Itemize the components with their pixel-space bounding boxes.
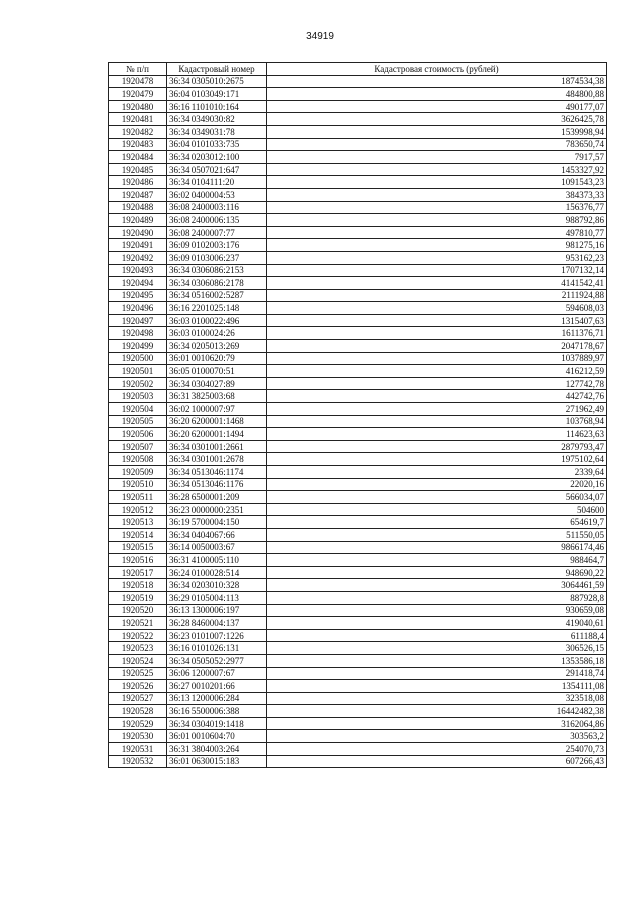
cadastral-value-cell: 2339,64 (267, 466, 607, 479)
row-number-cell: 1920506 (109, 428, 167, 441)
table-row (109, 289, 607, 302)
cadastral-number-cell: 36:06 1200007:67 (167, 667, 267, 680)
cadastral-number-cell: 36:23 0000000:2351 (167, 503, 267, 516)
cadastral-number-cell: 36:34 0306086:2153 (167, 264, 267, 277)
cadastral-number-cell: 36:34 0205013:269 (167, 340, 267, 353)
cadastral-number-cell: 36:01 0010604:70 (167, 730, 267, 743)
row-number-cell: 1920513 (109, 516, 167, 529)
row-number-cell: 1920500 (109, 352, 167, 365)
table-row (109, 365, 607, 378)
table-row (109, 390, 607, 403)
cadastral-value-cell: 127742,78 (267, 377, 607, 390)
cadastral-value-cell: 2879793,47 (267, 440, 607, 453)
table-row (109, 251, 607, 264)
cadastral-value-cell: 611188,4 (267, 629, 607, 642)
cadastral-value-cell: 4141542,41 (267, 277, 607, 290)
row-number-cell: 1920530 (109, 730, 167, 743)
row-number-cell: 1920510 (109, 478, 167, 491)
cadastral-value-cell: 2111924,88 (267, 289, 607, 302)
cadastral-number-cell: 36:34 0513046:1174 (167, 466, 267, 479)
row-number-cell: 1920507 (109, 440, 167, 453)
table-row (109, 528, 607, 541)
cadastral-value-cell: 948690,22 (267, 566, 607, 579)
row-number-cell: 1920483 (109, 138, 167, 151)
table-row (109, 491, 607, 504)
cadastral-number-cell: 36:16 0101026:131 (167, 642, 267, 655)
row-number-cell: 1920522 (109, 629, 167, 642)
row-number-cell: 1920520 (109, 604, 167, 617)
cadastral-number-cell: 36:34 0349031:78 (167, 125, 267, 138)
row-number-cell: 1920485 (109, 163, 167, 176)
table-row (109, 428, 607, 441)
table-row (109, 151, 607, 164)
table-row (109, 692, 607, 705)
row-number-cell: 1920521 (109, 617, 167, 630)
row-number-cell: 1920497 (109, 314, 167, 327)
table-row (109, 226, 607, 239)
table-row (109, 478, 607, 491)
cadastral-number-cell: 36:31 4100005:110 (167, 554, 267, 567)
cadastral-number-cell: 36:03 0100024:26 (167, 327, 267, 340)
row-number-cell: 1920511 (109, 491, 167, 504)
cadastral-value-cell: 323518,08 (267, 692, 607, 705)
table-header-row (109, 63, 607, 76)
table-row (109, 743, 607, 756)
cadastral-value-cell: 511550,05 (267, 528, 607, 541)
cadastral-number-cell: 36:28 6500001:209 (167, 491, 267, 504)
cadastral-number-cell: 36:31 3825003:68 (167, 390, 267, 403)
table-row (109, 415, 607, 428)
table-row (109, 163, 607, 176)
table-row (109, 176, 607, 189)
row-number-cell: 1920479 (109, 88, 167, 101)
row-number-cell: 1920501 (109, 365, 167, 378)
table-row (109, 239, 607, 252)
row-number-cell: 1920492 (109, 251, 167, 264)
cadastral-number-cell: 36:34 0404067:66 (167, 528, 267, 541)
cadastral-number-cell: 36:01 0010620:79 (167, 352, 267, 365)
cadastral-number-cell: 36:09 0103006:237 (167, 251, 267, 264)
table-row (109, 377, 607, 390)
table-row (109, 654, 607, 667)
row-number-cell: 1920531 (109, 743, 167, 756)
table-row (109, 503, 607, 516)
cadastral-value-cell: 306526,15 (267, 642, 607, 655)
cadastral-number-cell: 36:08 2400007:77 (167, 226, 267, 239)
row-number-cell: 1920503 (109, 390, 167, 403)
table-row (109, 125, 607, 138)
row-number-cell: 1920486 (109, 176, 167, 189)
row-number-cell: 1920525 (109, 667, 167, 680)
cadastral-value-cell: 9866174,46 (267, 541, 607, 554)
row-number-cell: 1920484 (109, 151, 167, 164)
cadastral-number-cell: 36:34 0306086:2178 (167, 277, 267, 290)
cadastral-value-cell: 1975102,64 (267, 453, 607, 466)
cadastral-number-cell: 36:31 3804003:264 (167, 743, 267, 756)
cadastral-number-cell: 36:05 0100070:51 (167, 365, 267, 378)
cadastral-value-cell: 887928,8 (267, 591, 607, 604)
table-row (109, 730, 607, 743)
row-number-cell: 1920528 (109, 705, 167, 718)
cadastral-number-cell: 36:34 0203010:328 (167, 579, 267, 592)
cadastral-number-cell: 36:24 0100028:514 (167, 566, 267, 579)
table-row (109, 138, 607, 151)
table-row (109, 705, 607, 718)
cadastral-value-cell: 490177,07 (267, 100, 607, 113)
cadastral-number-cell: 36:23 0101007:1226 (167, 629, 267, 642)
cadastral-value-cell: 22020,16 (267, 478, 607, 491)
cadastral-value-cell: 1611376,71 (267, 327, 607, 340)
table-row (109, 680, 607, 693)
cadastral-value-cell: 114623,63 (267, 428, 607, 441)
cadastral-value-cell: 504600 (267, 503, 607, 516)
cadastral-value-cell: 419040,61 (267, 617, 607, 630)
row-number-cell: 1920499 (109, 340, 167, 353)
row-number-cell: 1920524 (109, 654, 167, 667)
cadastral-value-cell: 988792,86 (267, 214, 607, 227)
header-row-number: № п/п (109, 63, 167, 76)
table-row (109, 541, 607, 554)
table-row (109, 403, 607, 416)
cadastral-number-cell: 36:34 0301001:2661 (167, 440, 267, 453)
cadastral-value-cell: 1037889,97 (267, 352, 607, 365)
cadastral-value-cell: 1354111,08 (267, 680, 607, 693)
cadastral-value-cell: 416212,59 (267, 365, 607, 378)
table-row (109, 88, 607, 101)
row-number-cell: 1920508 (109, 453, 167, 466)
row-number-cell: 1920529 (109, 717, 167, 730)
cadastral-value-cell: 1091543,23 (267, 176, 607, 189)
cadastral-number-cell: 36:34 0507021:647 (167, 163, 267, 176)
row-number-cell: 1920514 (109, 528, 167, 541)
table-row (109, 755, 607, 768)
cadastral-value-table (108, 62, 607, 768)
cadastral-value-cell: 7917,57 (267, 151, 607, 164)
cadastral-value-cell: 2047178,67 (267, 340, 607, 353)
cadastral-value-cell: 930659,08 (267, 604, 607, 617)
cadastral-value-cell: 1874534,38 (267, 75, 607, 88)
cadastral-value-cell: 3162064,86 (267, 717, 607, 730)
cadastral-value-cell: 3626425,78 (267, 113, 607, 126)
cadastral-value-cell: 981275,16 (267, 239, 607, 252)
row-number-cell: 1920491 (109, 239, 167, 252)
row-number-cell: 1920505 (109, 415, 167, 428)
cadastral-number-cell: 36:09 0102003:176 (167, 239, 267, 252)
table-row (109, 617, 607, 630)
header-cadastral-number: Кадастровый номер (167, 63, 267, 76)
cadastral-value-cell: 484800,88 (267, 88, 607, 101)
cadastral-number-cell: 36:34 0349030:82 (167, 113, 267, 126)
row-number-cell: 1920509 (109, 466, 167, 479)
cadastral-value-cell: 384373,33 (267, 188, 607, 201)
row-number-cell: 1920495 (109, 289, 167, 302)
row-number-cell: 1920516 (109, 554, 167, 567)
row-number-cell: 1920523 (109, 642, 167, 655)
cadastral-number-cell: 36:34 0104111:20 (167, 176, 267, 189)
cadastral-number-cell: 36:03 0100022:496 (167, 314, 267, 327)
table-row (109, 591, 607, 604)
cadastral-value-cell: 497810,77 (267, 226, 607, 239)
table-row (109, 579, 607, 592)
cadastral-value-cell: 3064461,59 (267, 579, 607, 592)
row-number-cell: 1920493 (109, 264, 167, 277)
header-cadastral-value: Кадастровая стоимость (рублей) (267, 63, 607, 76)
row-number-cell: 1920490 (109, 226, 167, 239)
cadastral-value-cell: 953162,23 (267, 251, 607, 264)
table-body (109, 75, 607, 768)
table-row (109, 214, 607, 227)
cadastral-value-cell: 783650,74 (267, 138, 607, 151)
row-number-cell: 1920482 (109, 125, 167, 138)
cadastral-number-cell: 36:20 6200001:1468 (167, 415, 267, 428)
table-row (109, 642, 607, 655)
row-number-cell: 1920517 (109, 566, 167, 579)
row-number-cell: 1920481 (109, 113, 167, 126)
table-row (109, 302, 607, 315)
cadastral-value-cell: 607266,43 (267, 755, 607, 768)
cadastral-number-cell: 36:08 2400003:116 (167, 201, 267, 214)
cadastral-number-cell: 36:02 0400004:53 (167, 188, 267, 201)
table-row (109, 453, 607, 466)
cadastral-value-cell: 291418,74 (267, 667, 607, 680)
cadastral-number-cell: 36:34 0301001:2678 (167, 453, 267, 466)
row-number-cell: 1920489 (109, 214, 167, 227)
row-number-cell: 1920515 (109, 541, 167, 554)
table-row (109, 340, 607, 353)
cadastral-value-cell: 594608,03 (267, 302, 607, 315)
row-number-cell: 1920527 (109, 692, 167, 705)
table-row (109, 667, 607, 680)
cadastral-number-cell: 36:29 0105004:113 (167, 591, 267, 604)
cadastral-number-cell: 36:19 5700004:150 (167, 516, 267, 529)
cadastral-value-cell: 16442482,38 (267, 705, 607, 718)
cadastral-value-cell: 1353586,18 (267, 654, 607, 667)
row-number-cell: 1920502 (109, 377, 167, 390)
cadastral-number-cell: 36:14 0050003:67 (167, 541, 267, 554)
cadastral-value-cell: 1315407,63 (267, 314, 607, 327)
cadastral-value-cell: 1453327,92 (267, 163, 607, 176)
cadastral-value-cell: 442742,76 (267, 390, 607, 403)
cadastral-value-cell: 1539998,94 (267, 125, 607, 138)
cadastral-number-cell: 36:28 8460004:137 (167, 617, 267, 630)
cadastral-number-cell: 36:27 0010201:66 (167, 680, 267, 693)
table-row (109, 604, 607, 617)
row-number-cell: 1920488 (109, 201, 167, 214)
cadastral-number-cell: 36:34 0304019:1418 (167, 717, 267, 730)
cadastral-number-cell: 36:16 2201025:148 (167, 302, 267, 315)
table-row (109, 100, 607, 113)
row-number-cell: 1920526 (109, 680, 167, 693)
table-row (109, 629, 607, 642)
cadastral-number-cell: 36:16 1101010:164 (167, 100, 267, 113)
cadastral-number-cell: 36:02 1000007:97 (167, 403, 267, 416)
cadastral-number-cell: 36:04 0103049:171 (167, 88, 267, 101)
cadastral-value-cell: 103768,94 (267, 415, 607, 428)
cadastral-number-cell: 36:34 0513046:1176 (167, 478, 267, 491)
table-row (109, 264, 607, 277)
cadastral-number-cell: 36:34 0203012:100 (167, 151, 267, 164)
table-row (109, 113, 607, 126)
table-row (109, 188, 607, 201)
table-row (109, 352, 607, 365)
table-row (109, 717, 607, 730)
cadastral-number-cell: 36:34 0304027:89 (167, 377, 267, 390)
page-number: 34919 (306, 31, 334, 42)
cadastral-value-cell: 254070,73 (267, 743, 607, 756)
cadastral-number-cell: 36:20 6200001:1494 (167, 428, 267, 441)
cadastral-number-cell: 36:16 5500006:388 (167, 705, 267, 718)
row-number-cell: 1920512 (109, 503, 167, 516)
cadastral-value-cell: 156376,77 (267, 201, 607, 214)
cadastral-value-cell: 654619,7 (267, 516, 607, 529)
cadastral-number-cell: 36:13 1300006:197 (167, 604, 267, 617)
cadastral-number-cell: 36:34 0505052:2977 (167, 654, 267, 667)
cadastral-number-cell: 36:08 2400006:135 (167, 214, 267, 227)
row-number-cell: 1920532 (109, 755, 167, 768)
row-number-cell: 1920487 (109, 188, 167, 201)
row-number-cell: 1920478 (109, 75, 167, 88)
table-row (109, 554, 607, 567)
table-row (109, 201, 607, 214)
table-row (109, 75, 607, 88)
cadastral-value-cell: 988464,7 (267, 554, 607, 567)
table-row (109, 566, 607, 579)
row-number-cell: 1920498 (109, 327, 167, 340)
cadastral-number-cell: 36:34 0305010:2675 (167, 75, 267, 88)
cadastral-value-cell: 303563,2 (267, 730, 607, 743)
row-number-cell: 1920496 (109, 302, 167, 315)
table-row (109, 466, 607, 479)
cadastral-number-cell: 36:01 0630015:183 (167, 755, 267, 768)
table-row (109, 314, 607, 327)
cadastral-number-cell: 36:13 1200006:284 (167, 692, 267, 705)
cadastral-value-cell: 271962,49 (267, 403, 607, 416)
table-row (109, 516, 607, 529)
table-row (109, 440, 607, 453)
table-row (109, 327, 607, 340)
row-number-cell: 1920519 (109, 591, 167, 604)
cadastral-number-cell: 36:34 0516002:5287 (167, 289, 267, 302)
row-number-cell: 1920494 (109, 277, 167, 290)
row-number-cell: 1920504 (109, 403, 167, 416)
cadastral-value-cell: 1707132,14 (267, 264, 607, 277)
row-number-cell: 1920518 (109, 579, 167, 592)
table-row (109, 277, 607, 290)
cadastral-number-cell: 36:04 0101033:735 (167, 138, 267, 151)
cadastral-value-cell: 566034,07 (267, 491, 607, 504)
row-number-cell: 1920480 (109, 100, 167, 113)
